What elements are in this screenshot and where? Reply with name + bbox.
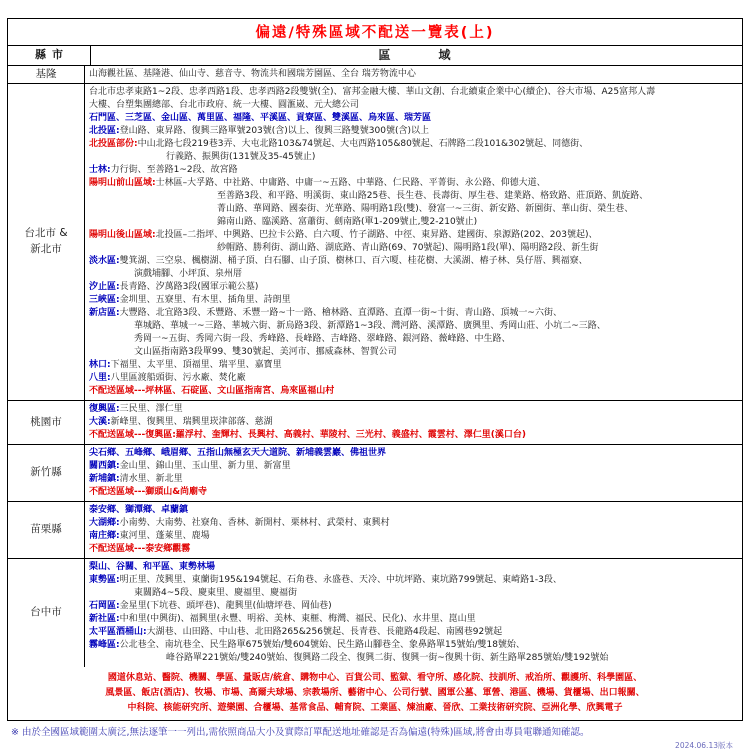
region-cell (85, 502, 742, 558)
region-line (89, 359, 738, 372)
text-segment: 石岡區: (89, 601, 120, 611)
county-label: 新竹縣 (30, 466, 62, 479)
text-segment: 陽明山後山區域: (89, 230, 156, 240)
county-cell (8, 84, 85, 400)
text-segment: 山海觀社區、基隆港、仙山寺、慈音寺、物流共和國瑞芳園區、全台 瑞芳物流中心 (89, 69, 416, 79)
text-segment: 力行街、至善路1~2段、故宮路 (110, 165, 238, 175)
region-cell (85, 66, 742, 83)
text-segment: 陽明山前山區域: (89, 178, 156, 188)
region-line (89, 216, 738, 229)
text-segment: 石門區、三芝區、金山區、萬里區、福隆、平溪區、貢寮區、雙溪區、烏來區、瑞芳區 (89, 113, 432, 123)
text-segment: 菁山路、華岡路、國泰街、光華路、陽明路1段(雙)、發富一~三街、新安路、新園街、華山街、榮生巷、 (217, 204, 634, 214)
table-row (8, 66, 742, 84)
region-line (89, 600, 738, 613)
county-header: 縣市 (8, 46, 91, 65)
text-segment: 至善路3段、和平路、明溪街、東山路25巷、長生巷、長壽街、厚生巷、建業路、格致路、莊頂路、凱旋路、 (217, 191, 649, 201)
notice-row (8, 667, 742, 720)
no-delivery-table (7, 18, 743, 721)
region-line (89, 320, 738, 333)
text-segment: 三峽區: (89, 295, 120, 305)
text-segment: 南庄鄉: (89, 531, 120, 541)
text-segment: 太平區酒桶山: (89, 627, 147, 637)
county-cell (8, 445, 85, 501)
region-line (89, 99, 738, 112)
text-segment: 汐止區: (89, 282, 120, 292)
text-segment: 下福里、太平里、頂福里、瑞平里、嘉寶里 (110, 360, 282, 370)
region-line (89, 333, 738, 346)
region-line (89, 652, 738, 665)
region-line (89, 504, 738, 517)
region-line (89, 68, 738, 81)
region-line (89, 543, 738, 556)
region-line (89, 403, 738, 416)
table-body (8, 66, 742, 667)
region-line (89, 281, 738, 294)
table-row (8, 84, 742, 401)
county-cell (8, 502, 85, 558)
text-segment: 登山路、東昇路、復興三路單號203號(含)以上、復興三路雙號300號(含)以上 (119, 126, 430, 136)
region-line (89, 416, 738, 429)
text-segment: 中和里(中興街)、福興里(永豐、明裕、美林、東榧、梅灣、福民、民化)、水井里、崑山里 (119, 614, 476, 624)
text-segment: 公北巷全、南坑巷全、民生路單675號始/雙604號始、民生路山腳巷全、象鼻路單15號始/雙18號始、 (119, 640, 525, 650)
county-label: 桃園市 (30, 415, 62, 428)
text-segment: 士林: (89, 165, 111, 175)
table-header-row (8, 46, 742, 66)
text-segment: 文山區指南路3段單99、雙30號起、美河市、挪威森林、智賀公司 (134, 347, 397, 357)
county-cell (8, 559, 85, 667)
region-cell (85, 401, 742, 444)
text-segment: 大豐路、北宜路3段、禾豐路、禾豐一路~十一路、檜林路、直潭路、直潭一街~十街、青山路、頂城一~六街、 (119, 308, 562, 318)
region-cell (85, 559, 742, 667)
region-line (89, 429, 738, 442)
text-segment: 東勢區: (89, 575, 120, 585)
version-label: 2024.06.13版本 (675, 741, 733, 750)
text-segment: 淡水區: (89, 256, 120, 266)
region-line (89, 385, 738, 398)
region-line (89, 203, 738, 216)
text-segment: 大湖鄉: (89, 518, 120, 528)
region-line (89, 587, 738, 600)
text-segment: 大湖巷、山田路、中山巷、北田路265&256號起、長青巷、長龍路4段起、南國巷92號起 (146, 627, 503, 637)
text-segment: 華城路、華城一~三路、華城六街、新烏路3段、新潭路1~3段、灣河路、溪潭路、廣興里、秀岡山莊、小坑二~三路、 (134, 321, 606, 331)
text-segment: 不配送區域---獅頭山&尚廟寺 (89, 487, 208, 497)
text-segment: 峰谷路單221號始/雙240號始、復興路二段全、復興二街、復興一街~復興十街、新生路單285號始/雙192號始 (166, 653, 609, 663)
region-line (89, 486, 738, 499)
region-line (89, 372, 738, 385)
text-segment: 八里區渡船頭街、污水廠、焚化廠 (110, 373, 246, 383)
text-segment: 梨山、谷關、和平區、東勢林場 (89, 562, 216, 572)
title-row (8, 19, 742, 46)
text-segment: 新店區: (89, 308, 120, 318)
text-segment: 東河里、蓬萊里、鹿場 (119, 531, 210, 541)
notice-line: 風景區、飯店(酒店)、牧場、市場、高爾夫球場、宗教場所、藝術中心、公司行號、國軍公墓、軍營、港區、機場、貨櫃場、出口報關、 (105, 688, 645, 698)
text-segment: 清水里、新北里 (119, 474, 183, 484)
text-segment: 金圳里、五寮里、有木里、插角里、詩朗里 (119, 295, 291, 305)
region-line (89, 307, 738, 320)
text-segment: 三民里、澤仁里 (119, 404, 183, 414)
text-segment: 中山北路七段219巷3弄、大屯北路103&74號起、大屯西路105&80號起、石牌路二段101&302號起、同德街、 (137, 139, 589, 149)
region-line (89, 639, 738, 652)
table-row (8, 445, 742, 502)
county-label: 台北市 & (24, 227, 68, 240)
text-segment: 北投區: (89, 126, 120, 136)
text-segment: 不配送區域---泰安鄉觀霧 (89, 544, 191, 554)
text-segment: 北投區部份: (89, 139, 138, 149)
region-line (89, 86, 738, 99)
region-line (89, 268, 738, 281)
notice-line: 中科院、核能研究所、遊樂園、合櫃場、基常食品、輔育院、工業區、煉油廠、晉欣、工業技術研究院、亞洲化學、欣興電子 (127, 703, 623, 713)
text-segment: 大溪: (89, 417, 111, 427)
text-segment: 小南勢、大南勢、社寮角、香林、新開村、栗林村、武榮村、東興村 (119, 518, 390, 528)
county-label: 新北市 (30, 243, 62, 255)
county-cell (8, 66, 85, 83)
special-locations-notice (8, 667, 742, 720)
region-cell (85, 84, 742, 400)
text-segment: 演戲埔腳、小坪頂、泉州厝 (134, 269, 243, 279)
region-line (89, 574, 738, 587)
text-segment: 長青路、汐萬路3段(國軍示範公墓) (119, 282, 259, 292)
county-label: 基隆 (35, 67, 57, 80)
region-line (89, 138, 738, 151)
text-segment: 新社區: (89, 614, 120, 624)
region-line (89, 294, 738, 307)
text-segment: 士林區–大孚路、中社路、中庸路、中庸一~五路、中華路、仁民路、平菁街、永公路、仰德大道、 (155, 178, 546, 188)
region-line (89, 164, 738, 177)
text-segment: 泰安鄉、獅潭鄉、卓蘭鎮 (89, 505, 189, 515)
table-row (8, 559, 742, 667)
region-line (89, 517, 738, 530)
county-cell (8, 401, 85, 444)
region-cell (85, 445, 742, 501)
text-segment: 霧峰區: (89, 640, 120, 650)
text-segment: 不配送區域---復興區:羅浮村、奎輝村、長興村、高義村、華陵村、三光村、義盛村、霞雲村、澤仁里(溪口台) (89, 430, 527, 440)
text-segment: 金星里(下坑巷、頭坪巷)、龍興里(仙塘坪巷、岡仙巷) (119, 601, 332, 611)
region-line (89, 626, 738, 639)
region-line (89, 151, 738, 164)
text-segment: 錦南山路、臨溪路、富蕭街、劍南路(單1-209號止,雙2-210號止) (217, 217, 478, 227)
table-row (8, 401, 742, 445)
text-segment: 新埔鎮: (89, 474, 120, 484)
region-line (89, 613, 738, 626)
region-line (89, 125, 738, 138)
text-segment: 大樓、台塑集團總部、台北市政府、統一大樓、圓滙崴、元大總公司 (89, 100, 360, 110)
text-segment: 尖石鄉、五峰鄉、峨眉鄉、五指山無極玄天大道院、新埔義雲巖、佛祖世界 (89, 448, 387, 458)
region-line (89, 530, 738, 543)
county-label: 台中市 (30, 606, 62, 619)
county-label: 苗栗縣 (30, 523, 62, 536)
text-segment: 秀岡一~五街、秀岡六街一段、秀峰路、長峰路、吉峰路、翠峰路、銀河路、薇峰路、中生路、 (134, 334, 511, 344)
region-line (89, 112, 738, 125)
table-row (8, 502, 742, 559)
text-segment: 新峰里、復興里、瑞興里崁津部落、慈湖 (110, 417, 273, 427)
text-segment: 行義路、振興街(131號及35-45號止) (166, 152, 316, 162)
text-segment: 紗帽路、勝利街、湖山路、湖底路、青山路(69、70號起)、陽明路1段(單)、陽明路2段、新生街 (217, 243, 599, 253)
text-segment: 關西鎮: (89, 461, 120, 471)
text-segment: 台北市忠孝東路1~2段、忠孝西路1段、忠孝西路2段雙號(全)、富邦金融大樓、華山文創、台北續東企業中心(續企)、谷大市場、A25富邦人壽 (89, 87, 656, 97)
text-segment: 八里: (89, 373, 111, 383)
text-segment: 雙箕湖、三空泉、楓樹湖、桶子頂、白石腳、山子頂、樹林口、百六嗄、桂花樹、大溪湖、樁子林、吳仔厝、興福寮、 (119, 256, 588, 266)
region-line (89, 242, 738, 255)
text-segment: 金山里、錦山里、玉山里、新力里、新富里 (119, 461, 291, 471)
text-segment: 不配送區域---坪林區、石碇區、文山區指南宮、烏來區福山村 (89, 386, 335, 396)
region-line (89, 447, 738, 460)
region-line (89, 460, 738, 473)
text-segment: 北投區–二指坪、中興路、巴拉卡公路、白六嗄、竹子湖路、中徑、東昇路、建國街、泉源路(202、203號起)、 (155, 230, 598, 240)
region-line (89, 561, 738, 574)
text-segment: 明正里、茂興里、東蘭街195&194號起、石角巷、永盛巷、天冷、中坑坪路、東坑路799號起、東崎路1-3段、 (119, 575, 562, 585)
page-title: 偏遠/特殊區域不配送一覽表(上) (255, 25, 495, 41)
notice-line: 國道休息站、醫院、機關、學區、量販店/統倉、購物中心、百貨公司、監獄、看守所、感化院、技訓所、戒治所、觀護所、科學園區、 (107, 673, 643, 683)
region-line (89, 190, 738, 203)
region-line (89, 473, 738, 486)
text-segment: 林口: (89, 360, 111, 370)
text-segment: 東關路4~5段、慶東里、慶福里、慶福街 (134, 588, 297, 598)
footnote: ※ 由於全國區域範圍太廣泛,無法逐筆一一列出,需依照商品大小及實際訂單配送地址確認是否為偏遠(特殊)區域,將會由專員電聯通知確認。 (11, 727, 590, 738)
region-line (89, 346, 738, 359)
text-segment: 復興區: (89, 404, 120, 414)
region-line (89, 177, 738, 190)
region-line (89, 229, 738, 242)
region-header: 區域 (378, 48, 499, 62)
region-line (89, 255, 738, 268)
